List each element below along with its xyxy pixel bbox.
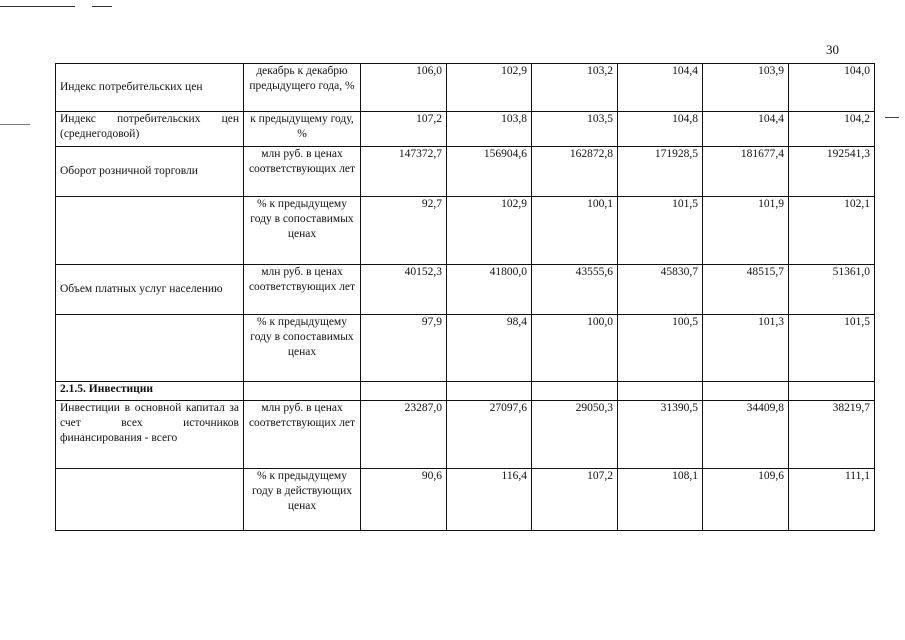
table-row: [56, 197, 875, 265]
unit-cell: млн руб. в ценах соответствующих лет: [244, 401, 361, 469]
page-number: 30: [826, 42, 839, 57]
value-cell: 102,9: [447, 197, 532, 265]
value-cell: 41800,0: [447, 265, 532, 315]
value-cell: 101,5: [789, 315, 875, 382]
unit-cell: % к предыдущему году в сопоставимых ценах: [244, 315, 361, 382]
indicator-table: [55, 63, 875, 531]
value-cell: 103,9: [703, 64, 789, 112]
unit-cell: % к предыдущему году в действующих ценах: [244, 469, 361, 531]
value-cell: 111,1: [789, 469, 875, 531]
section-heading: 2.1.5. Инвестиции: [56, 382, 244, 401]
empty-cell: [789, 382, 875, 401]
unit-cell: декабрь к декабрю предыдущего года, %: [244, 64, 361, 112]
value-cell: 92,7: [361, 197, 447, 265]
value-cell: 48515,7: [703, 265, 789, 315]
value-cell: 45830,7: [618, 265, 703, 315]
indicator-cell: Индекс потребительских цен: [56, 64, 244, 112]
value-cell: 34409,8: [703, 401, 789, 469]
empty-cell: [244, 382, 361, 401]
empty-cell: [618, 382, 703, 401]
value-cell: 104,8: [618, 112, 703, 147]
value-cell: 107,2: [532, 469, 618, 531]
unit-cell: % к предыдущему году в сопоставимых ценах: [244, 197, 361, 265]
indicator-cell: [56, 469, 244, 531]
value-cell: 97,9: [361, 315, 447, 382]
table-row: [56, 469, 875, 531]
value-cell: 109,6: [703, 469, 789, 531]
table-row: [56, 265, 875, 315]
indicator-cell: Оборот розничной торговли: [56, 147, 244, 197]
indicator-cell: [56, 197, 244, 265]
scan-mark-right: [885, 117, 899, 118]
empty-cell: [532, 382, 618, 401]
scan-mark-top: [92, 6, 112, 7]
value-cell: 104,4: [618, 64, 703, 112]
value-cell: 147372,7: [361, 147, 447, 197]
value-cell: 102,9: [447, 64, 532, 112]
value-cell: 23287,0: [361, 401, 447, 469]
value-cell: 98,4: [447, 315, 532, 382]
value-cell: 116,4: [447, 469, 532, 531]
value-cell: 29050,3: [532, 401, 618, 469]
indicator-cell: Инвестиции в основной капитал за счет всех источников финансирования - всего: [56, 401, 244, 469]
value-cell: 171928,5: [618, 147, 703, 197]
section-row: [56, 382, 875, 401]
value-cell: 156904,6: [447, 147, 532, 197]
value-cell: 104,4: [703, 112, 789, 147]
unit-cell: млн руб. в ценах соответствующих лет: [244, 265, 361, 315]
value-cell: 103,8: [447, 112, 532, 147]
value-cell: 103,2: [532, 64, 618, 112]
value-cell: 102,1: [789, 197, 875, 265]
empty-cell: [703, 382, 789, 401]
table-row: [56, 147, 875, 197]
indicator-cell: Индекс потребительских цен (среднегодовой): [56, 112, 244, 147]
table-row: [56, 315, 875, 382]
value-cell: 101,9: [703, 197, 789, 265]
value-cell: 101,3: [703, 315, 789, 382]
value-cell: 104,0: [789, 64, 875, 112]
value-cell: 51361,0: [789, 265, 875, 315]
value-cell: 43555,6: [532, 265, 618, 315]
table-row: [56, 401, 875, 469]
value-cell: 100,0: [532, 315, 618, 382]
value-cell: 38219,7: [789, 401, 875, 469]
table-row: [56, 64, 875, 112]
table-row: [56, 112, 875, 147]
value-cell: 192541,3: [789, 147, 875, 197]
value-cell: 162872,8: [532, 147, 618, 197]
indicator-cell: [56, 315, 244, 382]
unit-cell: к предыдущему году, %: [244, 112, 361, 147]
value-cell: 108,1: [618, 469, 703, 531]
value-cell: 104,2: [789, 112, 875, 147]
value-cell: 40152,3: [361, 265, 447, 315]
value-cell: 90,6: [361, 469, 447, 531]
value-cell: 100,5: [618, 315, 703, 382]
empty-cell: [447, 382, 532, 401]
empty-cell: [361, 382, 447, 401]
scan-mark-left: [0, 124, 30, 125]
indicator-cell: Объем платных услуг населению: [56, 265, 244, 315]
value-cell: 31390,5: [618, 401, 703, 469]
unit-cell: млн руб. в ценах соответствующих лет: [244, 147, 361, 197]
value-cell: 181677,4: [703, 147, 789, 197]
value-cell: 103,5: [532, 112, 618, 147]
scan-mark-top-left: [0, 6, 75, 7]
value-cell: 101,5: [618, 197, 703, 265]
value-cell: 27097,6: [447, 401, 532, 469]
value-cell: 100,1: [532, 197, 618, 265]
value-cell: 106,0: [361, 64, 447, 112]
value-cell: 107,2: [361, 112, 447, 147]
